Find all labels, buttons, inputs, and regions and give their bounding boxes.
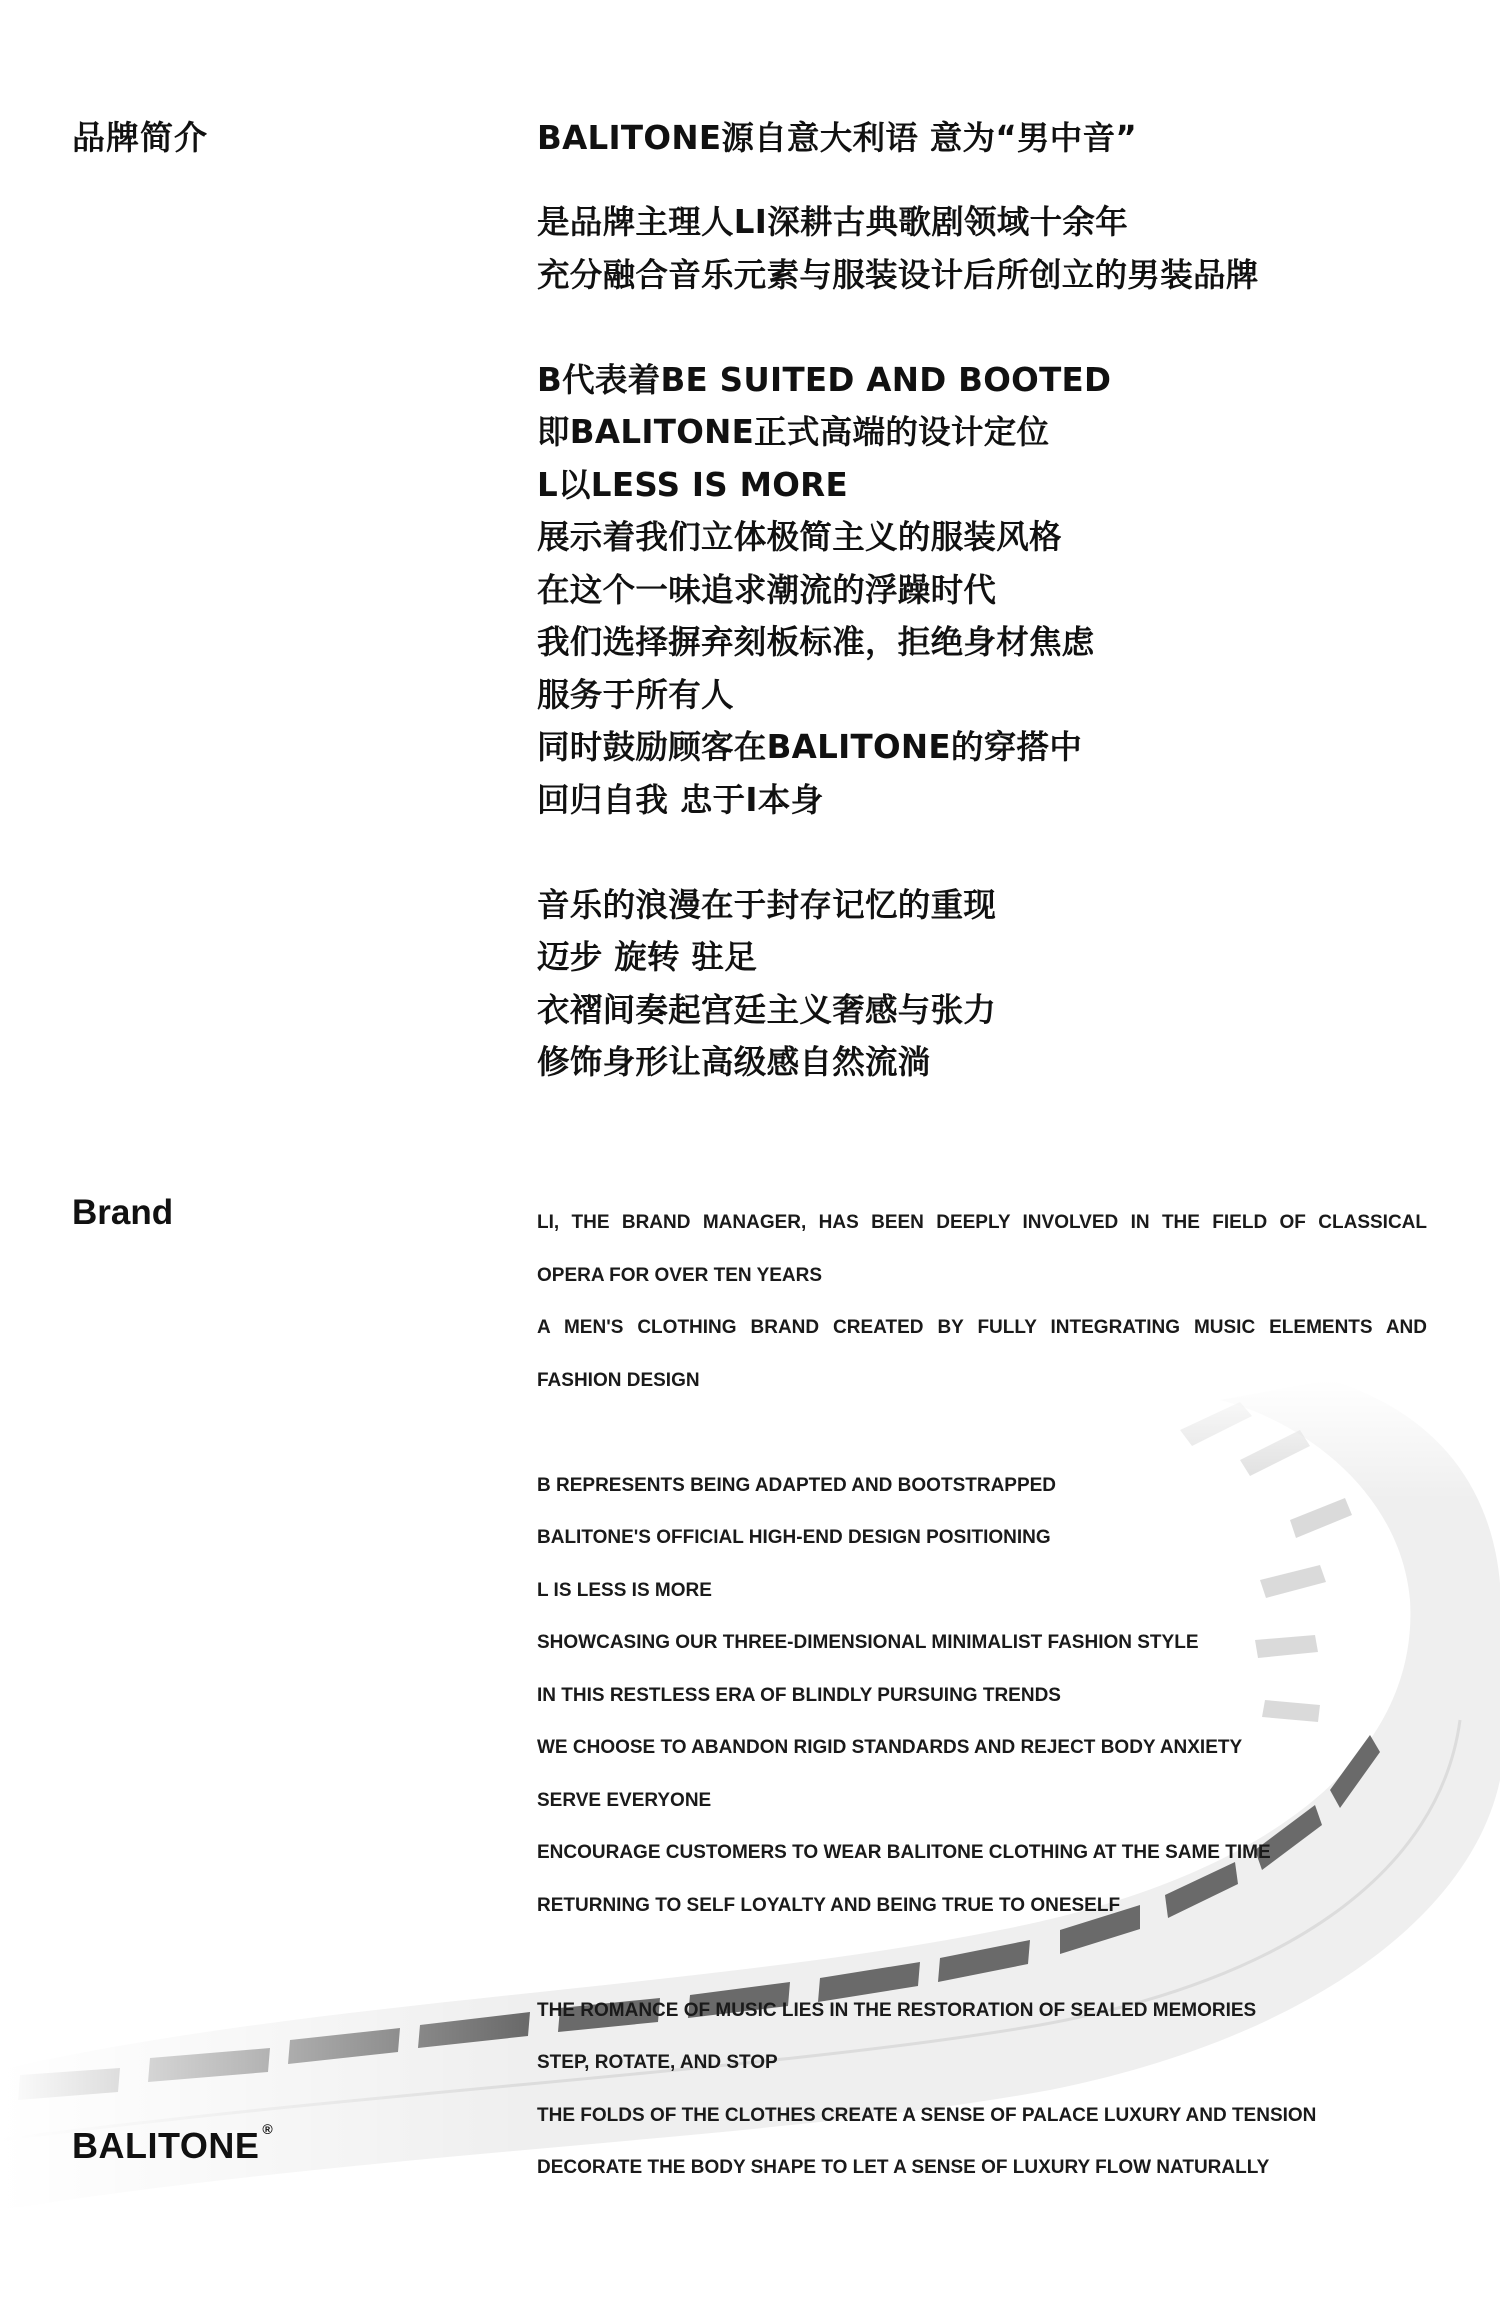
brand-line: STEP, ROTATE, AND STOP	[537, 2052, 778, 2073]
brand-logo	[72, 2121, 274, 2167]
intro-line: 同时鼓励顾客在BALITONE的穿搭中	[537, 728, 1083, 766]
brand-line: B REPRESENTS BEING ADAPTED AND BOOTSTRAPPED	[537, 1474, 1057, 1496]
intro-line: 衣褶间奏起宫廷主义奢感与张力	[537, 990, 997, 1029]
brand-line: LI, THE BRAND MANAGER, HAS BEEN DEEPLY INVOLVED IN THE FIELD OF CLASSICAL	[537, 1212, 1427, 1233]
intro-line: 我们选择摒弃刻板标准，拒绝身材焦虑	[537, 623, 1095, 661]
brand-line: WE CHOOSE TO ABANDON RIGID STANDARDS AND REJECT BODY ANXIETY	[537, 1737, 1243, 1758]
brand-line: BALITONE'S OFFICIAL HIGH-END DESIGN POSITIONING	[537, 1527, 1051, 1548]
brand-line: OPERA FOR OVER TEN YEARS	[537, 1264, 823, 1286]
intro-heading: BALITONE源自意大利语 意为“男中音”	[537, 119, 1138, 157]
brand-text-block	[537, 1197, 1427, 2195]
brand-line: SERVE EVERYONE	[537, 1789, 712, 1811]
brand-line: THE ROMANCE OF MUSIC LIES IN THE RESTORATION OF SEALED MEMORIES	[537, 1999, 1257, 2021]
registered-mark: ®	[262, 2121, 274, 2137]
brand-line: SHOWCASING OUR THREE-DIMENSIONAL MINIMALIST FASHION STYLE	[537, 1632, 1199, 1653]
brand-line: A MEN'S CLOTHING BRAND CREATED BY FULLY INTEGRATING MUSIC ELEMENTS AND	[537, 1317, 1427, 1338]
intro-line: 服务于所有人	[537, 675, 734, 714]
intro-section-label: 品牌简介	[72, 118, 208, 157]
brand-line: DECORATE THE BODY SHAPE TO LET A SENSE OF LUXURY FLOW NATURALLY	[537, 2157, 1270, 2178]
brand-section-label: Brand	[72, 1193, 174, 1232]
intro-line: 展示着我们立体极简主义的服装风格	[537, 518, 1062, 556]
brand-line: FASHION DESIGN	[537, 1369, 700, 1391]
intro-line: 音乐的浪漫在于封存记忆的重现	[537, 885, 997, 924]
intro-line: 迈步 旋转 驻足	[537, 938, 758, 976]
brand-line: IN THIS RESTLESS ERA OF BLINDLY PURSUING TRENDS	[537, 1684, 1061, 1706]
intro-line: 在这个一味追求潮流的浮躁时代	[537, 570, 997, 609]
intro-line: 即BALITONE正式高端的设计定位	[537, 413, 1050, 451]
intro-line: B代表着BE SUITED AND BOOTED	[537, 360, 1112, 399]
intro-text-block	[537, 112, 1437, 1089]
intro-line: 修饰身形让高级感自然流淌	[537, 1043, 931, 1081]
brand-line: L IS LESS IS MORE	[537, 1579, 712, 1601]
intro-line: 充分融合音乐元素与服装设计后所创立的男装品牌	[537, 255, 1259, 294]
intro-line: 回归自我 忠于I本身	[537, 780, 824, 819]
brand-line: ENCOURAGE CUSTOMERS TO WEAR BALITONE CLOTHING AT THE SAME TIME	[537, 1842, 1271, 1863]
brand-line: THE FOLDS OF THE CLOTHES CREATE A SENSE OF PALACE LUXURY AND TENSION	[537, 2104, 1317, 2126]
intro-line: 是品牌主理人LI深耕古典歌剧领域十余年	[537, 203, 1129, 241]
logo-text: BALITONE	[72, 2125, 260, 2166]
intro-line: L以LESS IS MORE	[537, 465, 848, 504]
brand-line: RETURNING TO SELF LOYALTY AND BEING TRUE TO ONESELF	[537, 1894, 1121, 1916]
